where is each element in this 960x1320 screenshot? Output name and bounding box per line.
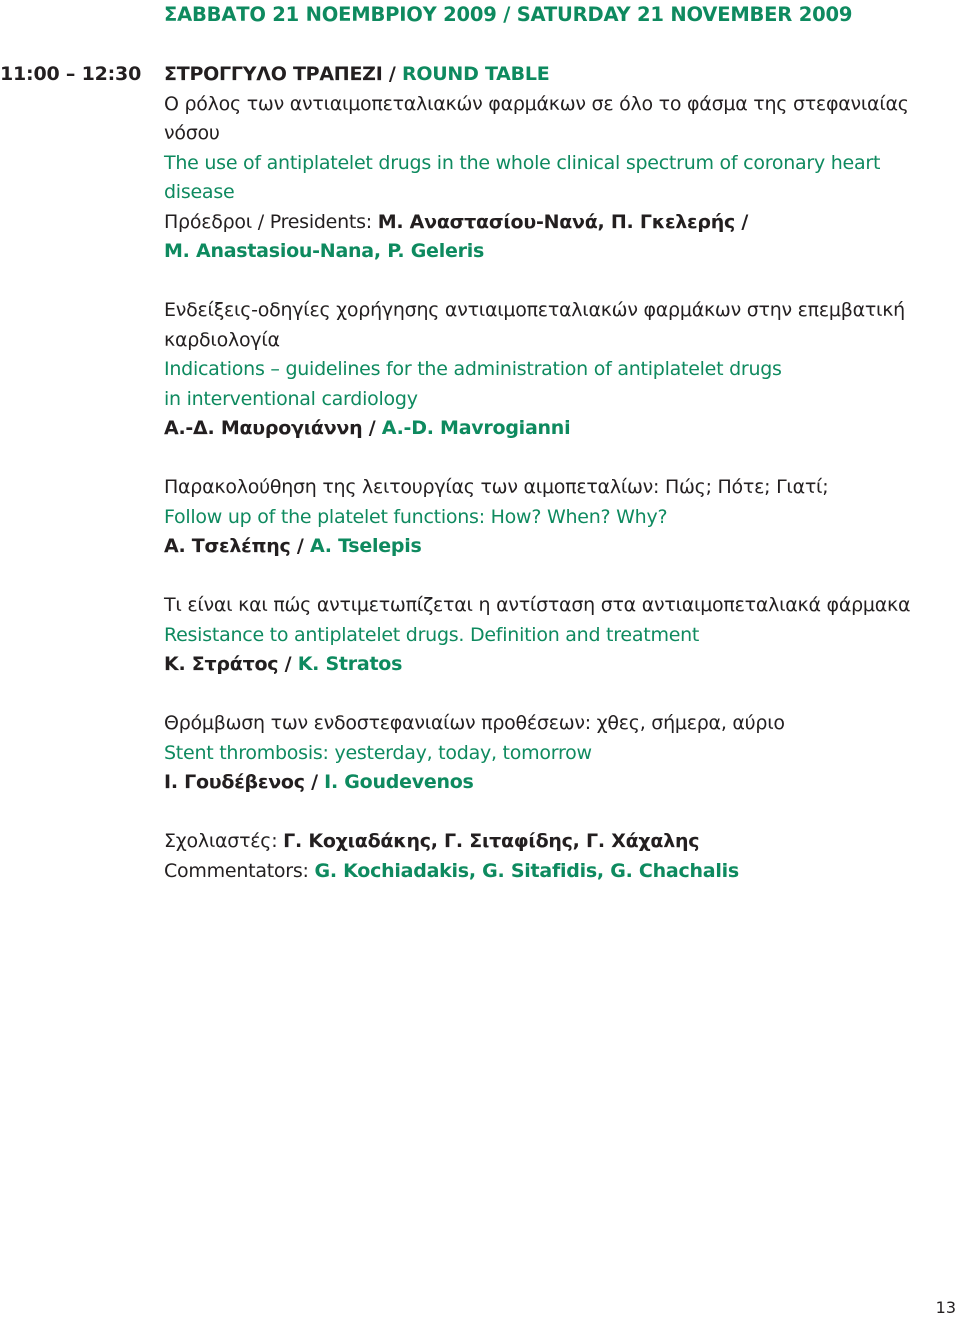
- commentators-names-en: G. Kochiadakis, G. Sitafidis, G. Chachalis: [314, 859, 739, 882]
- talk-3-speaker-el: Κ. Στράτος /: [164, 653, 298, 675]
- talk-2-title-el: Παρακολούθηση της λειτουργίας των αιμοπεταλίων: Πώς; Πότε; Γιατί;: [164, 476, 829, 498]
- commentators-label-en: Commentators:: [164, 859, 315, 882]
- session-title-el-1: Ο ρόλος των αντιαιμοπεταλιακών φαρμάκων σε όλο το φάσμα της στεφανιαίας: [164, 92, 909, 115]
- talk-2-speaker-en: A. Tselepis: [309, 535, 422, 557]
- spacer: [164, 267, 924, 297]
- session-time: 11:00 – 12:30: [0, 63, 142, 85]
- talk-3-speaker: [164, 650, 924, 680]
- spacer: [164, 562, 924, 592]
- commentators-en-line: [164, 857, 924, 887]
- talk-1-speaker: [164, 414, 924, 444]
- talk-3-speaker-en: K. Stratos: [297, 653, 403, 675]
- talk-4-speaker-el: Ι. Γουδέβενος /: [164, 771, 325, 793]
- talk-1-title-en-2: in interventional cardiology: [164, 387, 418, 410]
- presidents-label: Πρόεδροι / Presidents:: [164, 210, 378, 233]
- talk-1-title-en-1: Indications – guidelines for the administration of antiplatelet drugs: [164, 358, 782, 380]
- talk-1-speaker-en: A.-D. Mavrogianni: [381, 417, 571, 439]
- session-title-el-2: νόσου: [164, 122, 220, 144]
- presidents-el: Μ. Αναστασίου-Νανά, Π. Γκελερής /: [377, 210, 749, 233]
- talk-3-title-el: Τι είναι και πώς αντιμετωπίζεται η αντίσταση στα αντιαιμοπεταλιακά φάρμακα: [164, 594, 911, 616]
- commentators-label-el: Σχολιαστές:: [164, 830, 284, 852]
- talk-2-title-en: Follow up of the platelet functions: How? When? Why?: [164, 505, 668, 528]
- talk-4-speaker-en: I. Goudevenos: [324, 771, 474, 793]
- commentators-el-line: [164, 827, 924, 857]
- session-title-en-2: disease: [164, 181, 235, 203]
- session-content: [164, 60, 924, 886]
- session-type-el: ΣΤΡΟΓΓΥΛΟ ΤΡΑΠΕΖΙ: [164, 63, 383, 85]
- talk-3-title-en: Resistance to antiplatelet drugs. Definition and treatment: [164, 623, 700, 646]
- spacer: [164, 444, 924, 474]
- presidents-en: M. Anastasiou-Nana, P. Geleris: [164, 240, 485, 262]
- page-date-header: ΣΑΒΒΑΤΟ 21 ΝΟΕΜΒΡΙΟΥ 2009 / SATURDAY 21 NOVEMBER 2009: [164, 3, 853, 26]
- talk-4-title-el: Θρόμβωση των ενδοστεφανιαίων προθέσεων: χθες, σήμερα, αύριο: [164, 712, 785, 734]
- talk-4-speaker: [164, 768, 924, 798]
- talk-4-title-en: Stent thrombosis: yesterday, today, tomorrow: [164, 741, 592, 764]
- presidents-line: [164, 208, 924, 238]
- commentators-names-el: Γ. Κοχιαδάκης, Γ. Σιταφίδης, Γ. Χάχαλης: [283, 830, 700, 852]
- talk-1-title-el-2: καρδιολογία: [164, 328, 280, 351]
- spacer: [164, 680, 924, 710]
- session-type-separator: /: [382, 63, 402, 85]
- spacer: [164, 798, 924, 828]
- page-number: 13: [935, 1298, 956, 1317]
- talk-1-title-el-1: Ενδείξεις-οδηγίες χορήγησης αντιαιμοπεταλιακών φαρμάκων στην επεμβατική: [164, 299, 905, 321]
- talk-2-speaker-el: Α. Τσελέπης /: [164, 535, 310, 557]
- session-type-en: ROUND TABLE: [401, 63, 550, 85]
- talk-2-speaker: [164, 532, 924, 562]
- session-title-en-1: The use of antiplatelet drugs in the whole clinical spectrum of coronary heart: [164, 151, 881, 174]
- session-type: [164, 60, 924, 90]
- talk-1-speaker-el: Α.-Δ. Μαυρογιάννη /: [164, 417, 382, 439]
